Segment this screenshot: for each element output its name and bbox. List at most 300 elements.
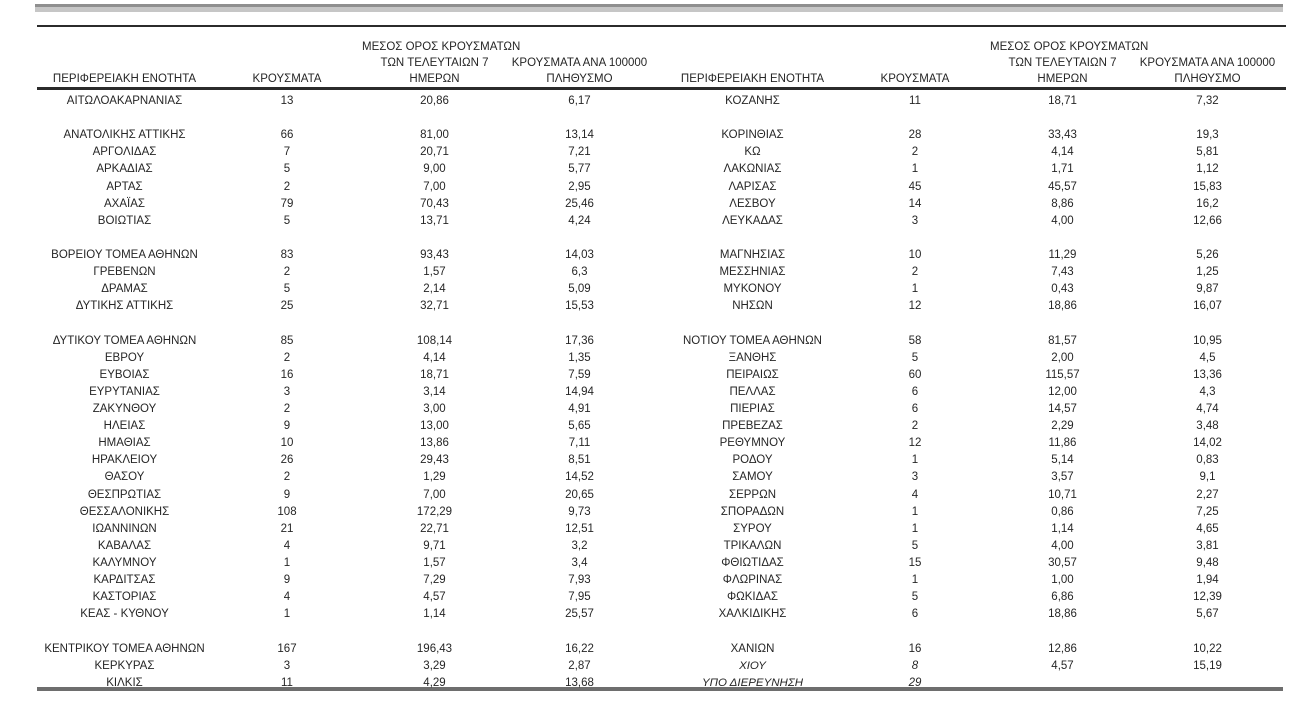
table-row: [37, 572, 652, 589]
cell-avg: 22,71: [420, 522, 449, 535]
cell-cases: 9: [283, 574, 291, 587]
cell-per100k: 7,32: [1196, 95, 1219, 107]
cell-avg: 1,14: [423, 608, 446, 621]
table-row: [665, 504, 1280, 521]
cell-per100k: 5,65: [568, 420, 591, 433]
cell-cases: 10: [280, 437, 294, 450]
cell-per100k: 2,95: [568, 180, 591, 193]
table-row: [37, 401, 652, 418]
cell-cases: 2: [283, 266, 291, 279]
cell-per100k: 25,57: [565, 608, 594, 621]
spacer-row: [37, 230, 652, 247]
table-row: [665, 127, 1280, 144]
cell-cases: 2: [911, 420, 919, 433]
column-header-label: ΤΩΝ ΤΕΛΕΥΤΑΙΩΝ 7: [1008, 57, 1117, 69]
cell-per100k: 13,14: [565, 129, 594, 142]
cell-avg: [990, 675, 1135, 692]
table-row: [37, 367, 652, 384]
table-body-left: [37, 93, 652, 692]
cell-avg: 3,14: [423, 385, 446, 398]
cell-per100k: 5,81: [1196, 146, 1219, 159]
cell-avg: 7,29: [423, 574, 446, 587]
cell-cases: 12: [908, 300, 922, 313]
cell-avg: 9,71: [423, 539, 446, 552]
spacer-row: [665, 230, 1280, 247]
cell-per100k: 15,19: [1193, 659, 1222, 672]
cell-name: ΦΩΚΙΔΑΣ: [726, 591, 779, 604]
cell-name: ΘΕΣΣΑΛΟΝΙΚΗΣ: [79, 505, 170, 518]
cell-per100k: 9,87: [1196, 283, 1219, 296]
cell-per100k: 15,53: [565, 300, 594, 313]
cell-avg: 30,57: [1048, 556, 1077, 569]
cell-cases: 4: [911, 488, 919, 501]
cell-per100k: 7,11: [568, 437, 591, 450]
cell-name: ΦΘΙΩΤΙΔΑΣ: [721, 556, 784, 569]
cell-name: ΠΙΕΡΙΑΣ: [730, 402, 775, 415]
cell-name: ΠΕΛΛΑΣ: [729, 385, 776, 398]
cell-cases: 4: [283, 539, 291, 552]
cell-avg: 7,00: [423, 180, 446, 193]
column-header-avg7: [362, 39, 521, 87]
cell-avg: 1,57: [423, 266, 446, 279]
cell-avg: 13,00: [420, 420, 449, 433]
cell-name: ΥΠΟ ΔΙΕΡΕΥΝΗΣΗ: [701, 676, 804, 689]
table-row: [37, 264, 652, 281]
cell-per100k: 1,25: [1196, 266, 1219, 279]
column-header-label: ΚΡΟΥΣΜΑΤΑ: [880, 73, 950, 85]
cell-cases: 167: [277, 642, 297, 655]
cell-cases: 5: [911, 351, 919, 364]
cell-avg: 2,00: [1051, 351, 1074, 364]
table-row: [665, 435, 1280, 452]
table-row: [37, 675, 652, 692]
cell-avg: 18,86: [1048, 300, 1077, 313]
table-row: [37, 247, 652, 264]
cell-per100k: 4,65: [1196, 522, 1219, 535]
cell-name: ΑΧΑΪΑΣ: [104, 197, 145, 210]
cell-avg: 7,00: [423, 488, 446, 501]
cell-name: ΘΑΣΟΥ: [104, 471, 145, 484]
cell-name: ΣΠΟΡΑΔΩΝ: [720, 505, 785, 518]
cell-per100k: 5,77: [568, 163, 591, 176]
cell-avg: 11,29: [1048, 248, 1077, 261]
column-header-label: ΜΕΣΟΣ ΟΡΟΣ ΚΡΟΥΣΜΑΤΩΝ: [990, 41, 1149, 53]
cell-name: ΚΟΖΑΝΗΣ: [725, 95, 780, 107]
cell-per100k: 4,5: [1199, 351, 1216, 364]
cell-name: ΚΑΛΥΜΝΟΥ: [92, 556, 157, 569]
cell-cases: 26: [280, 454, 294, 467]
cell-avg: 172,29: [416, 505, 453, 518]
cell-cases: 21: [280, 522, 294, 535]
cell-cases: 1: [911, 163, 919, 176]
cell-per100k: 12,51: [565, 522, 594, 535]
cell-name: ΔΥΤΙΚΟΥ ΤΟΜΕΑ ΑΘΗΝΩΝ: [52, 334, 197, 347]
cell-cases: 7: [283, 146, 291, 159]
cell-name: ΧΙΟΥ: [739, 659, 766, 672]
table-row: [37, 641, 652, 658]
cell-cases: 15: [908, 556, 922, 569]
cell-per100k: 1,94: [1196, 574, 1219, 587]
cell-avg: 8,86: [1051, 197, 1074, 210]
cell-name: ΡΟΔΟΥ: [732, 454, 773, 467]
table-row: [37, 589, 652, 606]
cell-avg: 18,71: [420, 368, 449, 381]
cell-avg: 45,57: [1048, 180, 1077, 193]
cell-name: ΘΕΣΠΡΩΤΙΑΣ: [87, 488, 162, 501]
cell-name: ΣΕΡΡΩΝ: [728, 488, 777, 501]
cell-avg: 18,71: [1048, 95, 1077, 107]
cell-per100k: 17,36: [565, 334, 594, 347]
table-row: [37, 452, 652, 469]
table-row: [37, 606, 652, 623]
cell-avg: 7,43: [1051, 266, 1074, 279]
cell-cases: 16: [280, 368, 294, 381]
cell-name: ΖΑΚΥΝΘΟΥ: [92, 402, 157, 415]
cell-per100k: 4,3: [1199, 385, 1216, 398]
column-header-per100k: [507, 55, 652, 87]
cell-avg: 2,29: [1051, 420, 1074, 433]
cell-cases: 14: [908, 197, 922, 210]
table-row: [665, 675, 1280, 692]
cell-cases: 10: [908, 248, 922, 261]
cell-avg: 20,86: [420, 95, 449, 107]
table-row: [665, 521, 1280, 538]
cell-per100k: 3,81: [1196, 539, 1219, 552]
table-row: [665, 589, 1280, 606]
cell-name: ΚΙΛΚΙΣ: [106, 676, 143, 689]
table-row: [665, 384, 1280, 401]
cell-name: ΕΥΡΥΤΑΝΙΑΣ: [89, 385, 160, 398]
spacer-row: [665, 623, 1280, 640]
cell-cases: 9: [283, 420, 291, 433]
cell-per100k: 14,52: [565, 471, 594, 484]
table-row: [37, 538, 652, 555]
cell-per100k: 14,94: [565, 385, 594, 398]
cell-name: ΞΑΝΘΗΣ: [728, 351, 777, 364]
cell-per100k: 7,95: [568, 591, 591, 604]
table-row: [665, 350, 1280, 367]
cell-cases: 11: [909, 95, 921, 107]
column-header-avg7: [990, 39, 1149, 87]
cell-cases: 5: [283, 163, 291, 176]
cell-avg: 14,57: [1048, 402, 1077, 415]
cell-name: ΤΡΙΚΑΛΩΝ: [723, 539, 782, 552]
table-row: [665, 538, 1280, 555]
column-header-label: ΠΛΗΘΥΣΜΟ: [546, 73, 613, 85]
spacer-row: [665, 315, 1280, 332]
column-header-cases: [212, 71, 362, 87]
table-row: [37, 333, 652, 350]
cell-name: ΔΥΤΙΚΗΣ ΑΤΤΙΚΗΣ: [75, 300, 174, 313]
cell-name: ΓΡΕΒΕΝΩΝ: [93, 266, 156, 279]
cell-avg: 13,86: [420, 437, 449, 450]
spacer-row: [665, 110, 1280, 127]
cell-name: ΕΥΒΟΙΑΣ: [99, 368, 150, 381]
cell-cases: 1: [283, 556, 291, 569]
cell-avg: 4,57: [1051, 659, 1074, 672]
cell-avg: 1,57: [423, 556, 446, 569]
top-gray-bar: [35, 4, 1283, 12]
cell-cases: 60: [908, 368, 922, 381]
cell-name: ΦΛΩΡΙΝΑΣ: [722, 574, 783, 587]
column-header-label: ΠΛΗΘΥΣΜΟ: [1174, 73, 1241, 85]
table-row: [37, 161, 652, 178]
cell-name: ΒΟΙΩΤΙΑΣ: [97, 214, 152, 227]
cell-name: ΧΑΛΚΙΔΙΚΗΣ: [718, 608, 787, 621]
table-row: [37, 93, 652, 110]
cell-cases: 2: [283, 471, 291, 484]
cell-per100k: 1,35: [568, 351, 591, 364]
table-row: [665, 179, 1280, 196]
cell-per100k: 10,22: [1193, 642, 1222, 655]
cell-avg: 10,71: [1048, 488, 1077, 501]
cell-avg: 93,43: [420, 248, 449, 261]
cell-avg: 20,71: [420, 146, 449, 159]
table-row: [665, 572, 1280, 589]
cell-name: ΣΥΡΟΥ: [733, 522, 772, 535]
cell-name: ΠΡΕΒΕΖΑΣ: [722, 420, 783, 433]
cell-name: ΚΑΣΤΟΡΙΑΣ: [92, 591, 157, 604]
spacer-row: [37, 110, 652, 127]
cell-cases: 45: [908, 180, 922, 193]
cell-cases: 3: [911, 471, 919, 484]
cell-cases: 2: [283, 402, 291, 415]
column-header-cases: [840, 71, 990, 87]
cell-per100k: 12,39: [1193, 591, 1222, 604]
cell-avg: 4,57: [423, 591, 446, 604]
cell-per100k: 25,46: [565, 197, 594, 210]
cell-cases: 1: [283, 608, 291, 621]
cell-per100k: 8,51: [568, 454, 591, 467]
cell-per100k: 16,22: [565, 642, 594, 655]
cell-per100k: 9,73: [568, 505, 591, 518]
cell-avg: 196,43: [416, 642, 453, 655]
table-row: [665, 196, 1280, 213]
cell-per100k: 7,93: [568, 574, 591, 587]
table-row: [665, 418, 1280, 435]
cell-avg: 4,14: [1051, 146, 1074, 159]
cell-cases: 1: [911, 454, 919, 467]
table-row: [665, 144, 1280, 161]
table-row: [37, 384, 652, 401]
table-header: [665, 33, 1280, 87]
cell-avg: 108,14: [416, 334, 453, 347]
cell-name: ΕΒΡΟΥ: [104, 351, 145, 364]
table-row: [37, 350, 652, 367]
cell-per100k: 13,68: [565, 676, 594, 689]
cell-per100k: 14,03: [565, 248, 594, 261]
table-row: [37, 144, 652, 161]
cell-avg: 4,00: [1051, 539, 1074, 552]
column-header-region: [665, 71, 840, 87]
cell-name: ΚΕΝΤΡΙΚΟΥ ΤΟΜΕΑ ΑΘΗΝΩΝ: [44, 642, 205, 655]
cell-avg: 4,29: [423, 676, 446, 689]
cell-avg: 33,43: [1048, 129, 1077, 142]
cell-per100k: 3,4: [571, 556, 588, 569]
cell-name: ΠΕΙΡΑΙΩΣ: [726, 368, 779, 381]
cell-cases: 11: [281, 676, 293, 689]
cell-name: ΛΑΚΩΝΙΑΣ: [723, 163, 782, 176]
cell-name: ΚΕΡΚΥΡΑΣ: [94, 659, 155, 672]
table-row: [665, 93, 1280, 110]
table-row: [665, 641, 1280, 658]
cell-per100k: 4,74: [1196, 402, 1219, 415]
cell-name: ΒΟΡΕΙΟΥ ΤΟΜΕΑ ΑΘΗΝΩΝ: [51, 248, 198, 261]
cell-cases: 5: [283, 283, 291, 296]
cell-per100k: 16,2: [1196, 197, 1219, 210]
table-row: [665, 487, 1280, 504]
column-header-region: [37, 71, 212, 87]
cell-name: ΝΗΣΩΝ: [732, 300, 773, 313]
cell-per100k: 6,17: [568, 95, 591, 107]
cell-avg: 18,86: [1048, 608, 1077, 621]
cell-name: ΜΥΚΟΝΟΥ: [723, 283, 782, 296]
cell-avg: 32,71: [420, 300, 449, 313]
table-row: [37, 469, 652, 486]
cell-cases: 108: [277, 505, 297, 518]
column-header-label: ΠΕΡΙΦΕΡΕΙΑΚΗ ΕΝΟΤΗΤΑ: [52, 73, 197, 85]
table-row: [665, 401, 1280, 418]
cell-cases: 13: [280, 95, 294, 107]
cell-name: ΡΕΘΥΜΝΟΥ: [719, 437, 786, 450]
cell-name: ΙΩΑΝΝΙΝΩΝ: [92, 522, 157, 535]
cell-cases: 5: [911, 539, 919, 552]
cell-name: ΚΑΡΔΙΤΣΑΣ: [93, 574, 156, 587]
table-header: [37, 33, 652, 87]
cell-name: ΚΑΒΑΛΑΣ: [97, 539, 152, 552]
cell-per100k: 0,83: [1196, 454, 1219, 467]
cell-name: ΑΙΤΩΛΟΑΚΑΡΝΑΝΙΑΣ: [66, 95, 183, 107]
cell-cases: 25: [280, 300, 294, 313]
table-row: [665, 367, 1280, 384]
table-row: [37, 555, 652, 572]
cell-per100k: 5,67: [1196, 608, 1219, 621]
cell-per100k: 6,3: [571, 266, 588, 279]
cell-avg: 4,14: [423, 351, 446, 364]
cell-name: ΝΟΤΙΟΥ ΤΟΜΕΑ ΑΘΗΝΩΝ: [683, 334, 822, 347]
cell-per100k: 5,26: [1196, 248, 1219, 261]
cell-cases: 83: [280, 248, 294, 261]
cell-avg: 81,00: [420, 129, 449, 142]
cell-per100k: 14,02: [1193, 437, 1222, 450]
cell-per100k: 9,1: [1199, 471, 1216, 484]
column-header-label: ΗΜΕΡΩΝ: [409, 73, 460, 85]
table-row: [37, 196, 652, 213]
cell-name: ΗΡΑΚΛΕΙΟΥ: [91, 454, 158, 467]
cell-cases: 79: [280, 197, 294, 210]
spacer-row: [37, 315, 652, 332]
table-row: [665, 469, 1280, 486]
cell-per100k: 7,25: [1196, 505, 1219, 518]
table-body-right: [665, 93, 1280, 692]
cell-cases: 1: [911, 505, 919, 518]
table-row: [665, 606, 1280, 623]
cell-cases: 6: [911, 402, 919, 415]
cell-per100k: 4,24: [568, 214, 591, 227]
cell-avg: 11,86: [1048, 437, 1077, 450]
column-header-per100k: [1135, 55, 1280, 87]
cell-name: ΗΜΑΘΙΑΣ: [98, 437, 151, 450]
spacer-row: [37, 623, 652, 640]
table-top-rule: [37, 25, 1286, 27]
cell-name: ΛΕΥΚΑΔΑΣ: [722, 214, 783, 227]
cell-avg: 1,14: [1051, 522, 1074, 535]
table-row: [665, 555, 1280, 572]
cell-per100k: 2,27: [1196, 488, 1219, 501]
cell-per100k: 20,65: [565, 488, 594, 501]
table-row: [37, 281, 652, 298]
cell-name: ΑΝΑΤΟΛΙΚΗΣ ΑΤΤΙΚΗΣ: [63, 129, 186, 142]
cell-cases: 3: [283, 385, 291, 398]
cell-per100k: 7,21: [568, 146, 591, 159]
table-row: [665, 298, 1280, 315]
cell-avg: 3,29: [423, 659, 446, 672]
table-row: [37, 487, 652, 504]
cell-cases: 8: [911, 659, 919, 672]
column-header-label: ΜΕΣΟΣ ΟΡΟΣ ΚΡΟΥΣΜΑΤΩΝ: [362, 41, 521, 53]
table-row: [665, 161, 1280, 178]
cell-avg: 1,71: [1051, 163, 1074, 176]
column-header-label: ΚΡΟΥΣΜΑΤΑ ΑΝΑ 100000: [511, 57, 648, 69]
cell-name: ΔΡΑΜΑΣ: [101, 283, 148, 296]
cell-cases: 9: [283, 488, 291, 501]
cell-name: ΑΡΤΑΣ: [106, 180, 143, 193]
cell-cases: 3: [283, 659, 291, 672]
cell-per100k: 16,07: [1193, 300, 1222, 313]
column-header-label: ΚΡΟΥΣΜΑΤΑ ΑΝΑ 100000: [1139, 57, 1276, 69]
cell-avg: 12,00: [1048, 385, 1077, 398]
cell-name: ΧΑΝΙΩΝ: [730, 642, 775, 655]
table-row: [665, 452, 1280, 469]
cell-per100k: 2,87: [568, 659, 591, 672]
cell-cases: 58: [908, 334, 922, 347]
cell-cases: 3: [911, 214, 919, 227]
cell-name: ΚΟΡΙΝΘΙΑΣ: [721, 129, 784, 142]
cell-name: ΚΕΑΣ - ΚΥΘΝΟΥ: [80, 608, 169, 621]
cell-name: ΛΑΡΙΣΑΣ: [728, 180, 777, 193]
cell-cases: 16: [908, 642, 922, 655]
cell-name: ΜΕΣΣΗΝΙΑΣ: [719, 266, 786, 279]
cell-cases: 2: [283, 351, 291, 364]
cell-avg: 6,86: [1051, 591, 1074, 604]
table-row: [37, 521, 652, 538]
cell-per100k: 15,83: [1193, 180, 1222, 193]
cell-per100k: [1135, 675, 1280, 692]
cell-per100k: 7,59: [568, 368, 591, 381]
column-header-label: ΚΡΟΥΣΜΑΤΑ: [252, 73, 322, 85]
cell-cases: 4: [283, 591, 291, 604]
table-row: [37, 179, 652, 196]
cell-cases: 2: [283, 180, 291, 193]
cell-cases: 6: [911, 385, 919, 398]
regional-table-left: [37, 33, 652, 692]
table-row: [37, 213, 652, 230]
cell-cases: 1: [911, 574, 919, 587]
cell-name: ΣΑΜΟΥ: [732, 471, 773, 484]
cell-avg: 3,00: [423, 402, 446, 415]
cell-cases: 2: [911, 266, 919, 279]
table-row: [37, 298, 652, 315]
cell-avg: 81,57: [1048, 334, 1077, 347]
cell-cases: 1: [911, 522, 919, 535]
table-row: [37, 435, 652, 452]
cell-avg: 1,00: [1051, 574, 1074, 587]
table-row: [665, 281, 1280, 298]
column-header-label: ΠΕΡΙΦΕΡΕΙΑΚΗ ΕΝΟΤΗΤΑ: [680, 73, 825, 85]
cell-cases: 2: [911, 146, 919, 159]
table-row: [665, 264, 1280, 281]
cell-per100k: 1,12: [1196, 163, 1219, 176]
